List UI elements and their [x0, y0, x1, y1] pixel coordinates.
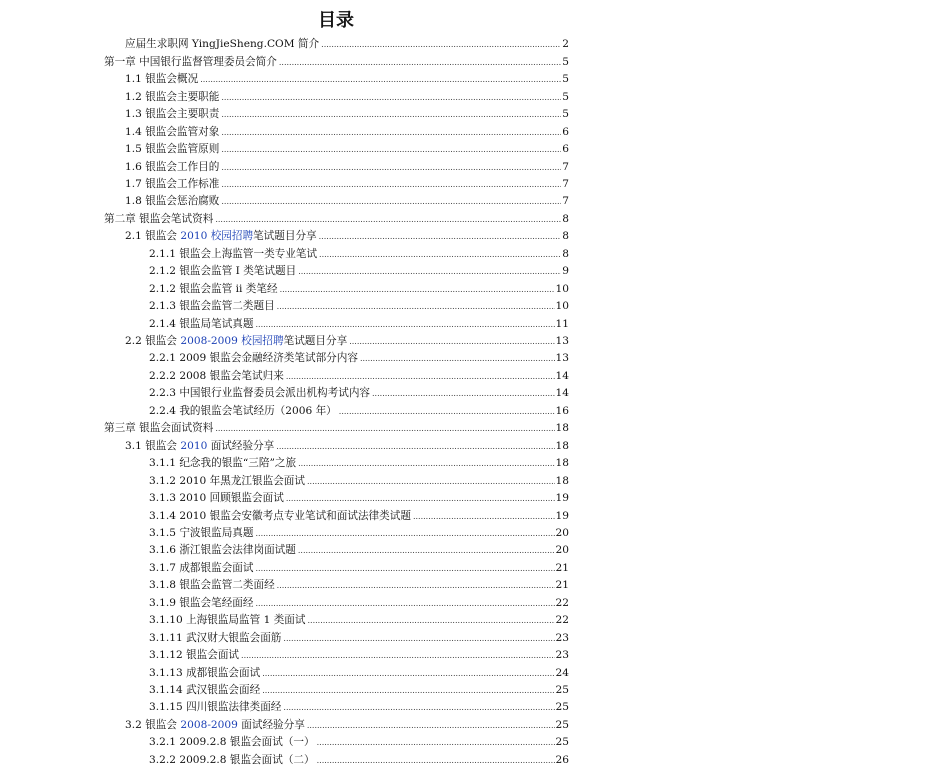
toc-entry-label — [149, 632, 282, 645]
toc-entry[interactable] — [149, 558, 569, 575]
dot-leader — [215, 213, 561, 226]
toc-entry-label — [149, 736, 316, 749]
toc-page-number: 18 — [555, 457, 569, 470]
dot-leader — [255, 318, 554, 331]
toc-entry-label — [149, 544, 297, 557]
toc-entry[interactable] — [149, 680, 569, 697]
toc-entry-label — [149, 265, 297, 278]
toc-page-number: 23 — [555, 631, 569, 644]
dot-leader — [221, 91, 561, 104]
toc-entry-text-suffix: 笔试题目分享 — [283, 335, 348, 348]
toc-entry-text-suffix: 笔试题目分享 — [253, 230, 317, 243]
dot-leader — [349, 335, 554, 348]
toc-entry-text: 3.1.7 成都银监会面试 — [149, 561, 254, 574]
dot-leader — [221, 195, 561, 208]
toc-entry-text: 1.7 银监会工作标准 — [125, 177, 220, 190]
toc-page-number: 2 — [562, 38, 569, 51]
dot-leader — [317, 736, 555, 749]
dot-leader — [279, 56, 561, 69]
toc-entry-label — [125, 178, 220, 191]
toc-entry-text: 2.2.1 2009 银监会金融经济类笔试部分内容 — [149, 352, 358, 365]
toc-page-number: 25 — [555, 718, 569, 731]
toc-entry[interactable] — [149, 662, 569, 679]
toc-entry-label — [125, 719, 306, 732]
toc-entry-text: 3.1.2 2010 年黑龙江银监会面试 — [149, 474, 305, 487]
dot-leader — [200, 73, 561, 86]
toc-entry-label — [125, 143, 220, 156]
toc-page-number: 19 — [555, 509, 569, 522]
toc-entry[interactable] — [149, 348, 569, 365]
toc-page-number: 18 — [555, 474, 569, 487]
toc-entry-highlight: 2010 校园招聘 — [180, 230, 254, 243]
toc-page-number: 8 — [562, 247, 569, 260]
toc-page-number: 9 — [562, 265, 569, 278]
toc-entry[interactable] — [125, 331, 569, 348]
toc-entry-highlight: 2008-2009 校园招聘 — [180, 335, 284, 348]
toc-entry[interactable] — [125, 715, 569, 732]
dot-leader — [277, 579, 555, 592]
toc-entry-label — [125, 440, 275, 453]
toc-entry-label — [104, 213, 214, 226]
toc-entry[interactable] — [149, 540, 569, 557]
dot-leader — [221, 161, 561, 174]
dot-leader — [283, 701, 554, 714]
toc-entry[interactable] — [149, 488, 569, 505]
toc-entry-label — [149, 527, 254, 540]
dot-leader — [319, 248, 561, 261]
dot-leader — [221, 178, 561, 191]
toc-entry[interactable] — [149, 261, 569, 278]
toc-entry-label — [149, 701, 282, 714]
toc-entry-label — [149, 475, 306, 488]
toc-entry-label — [125, 335, 348, 348]
toc-entry-text: 3.1.13 成都银监会面试 — [149, 666, 261, 679]
toc-entry-text: 3.2 银监会 — [125, 718, 181, 731]
toc-page-number: 11 — [555, 317, 569, 330]
dot-leader — [307, 475, 555, 488]
toc-entry[interactable] — [149, 523, 569, 540]
toc-entry[interactable] — [125, 174, 569, 191]
dot-leader — [319, 230, 562, 243]
toc-entry-label — [149, 597, 254, 610]
toc-entry-text: 1.5 银监会监管原则 — [125, 143, 220, 156]
toc-entry-text: 第一章 中国银行监督管理委员会简介 — [104, 55, 277, 68]
dot-leader — [307, 719, 555, 732]
toc-entry-highlight: 2010 — [180, 439, 208, 452]
toc-entry-text: 3.2.2 2009.2.8 银监会面试（二） — [149, 753, 315, 766]
dot-leader — [221, 126, 561, 139]
toc-entry-text: 2.1.2 银监会监管 I 类笔试题目 — [149, 265, 297, 278]
toc-entry[interactable] — [125, 121, 569, 138]
toc-entry-text: 1.3 银监会主要职责 — [125, 108, 220, 121]
toc-entry-label — [149, 754, 316, 767]
toc-entry-label — [149, 667, 261, 680]
dot-leader — [286, 492, 555, 505]
toc-entry-label — [149, 510, 412, 523]
toc-entry[interactable] — [149, 697, 569, 714]
toc-entry[interactable] — [149, 749, 569, 766]
toc-entry-text: 3.1 银监会 — [125, 439, 181, 452]
toc-page-number: 10 — [555, 300, 569, 313]
toc-entry[interactable] — [149, 470, 569, 487]
dot-leader — [321, 38, 561, 51]
toc-page-number: 18 — [555, 439, 569, 452]
toc-entry-label — [125, 38, 320, 51]
toc-entry[interactable] — [125, 86, 569, 103]
toc-page-number: 13 — [555, 352, 569, 365]
dot-leader — [413, 510, 555, 523]
toc-entry-label — [125, 161, 220, 174]
dot-leader — [215, 422, 554, 435]
dot-leader — [255, 597, 554, 610]
toc-page-number: 8 — [562, 230, 569, 243]
toc-entry-label — [125, 91, 220, 104]
toc-entry[interactable] — [149, 278, 569, 295]
toc-entry-text: 2.1 银监会 — [125, 230, 181, 243]
toc-page-number: 10 — [555, 282, 569, 295]
dot-leader — [317, 754, 555, 767]
toc-entry-text: 2.2.2 2008 银监会笔试归来 — [149, 369, 284, 382]
toc-entry-text: 3.1.10 上海银监局监管 1 类面试 — [149, 614, 306, 627]
toc-page-number: 21 — [555, 561, 569, 574]
toc-entry-text: 1.4 银监会监管对象 — [125, 125, 220, 138]
toc-page-number: 24 — [555, 666, 569, 679]
toc-entry[interactable] — [149, 505, 569, 522]
toc-entry-text: 3.1.15 四川银监法律类面经 — [149, 701, 282, 714]
toc-entry[interactable] — [125, 139, 569, 156]
toc-entry-text: 3.1.8 银监会监管二类面经 — [149, 579, 275, 592]
toc-entry-text: 1.2 银监会主要职能 — [125, 90, 220, 103]
toc-entry-label — [104, 56, 278, 69]
toc-entry-label — [149, 352, 359, 365]
toc-page-number: 6 — [562, 125, 569, 138]
dot-leader — [298, 457, 554, 470]
toc-entry-label — [149, 492, 285, 505]
toc-entry-text: 第二章 银监会笔试资料 — [104, 212, 214, 225]
toc-page-number: 22 — [555, 614, 569, 627]
dot-leader — [221, 108, 561, 121]
dot-leader — [262, 667, 554, 680]
toc-entry-text: 3.1.6 浙江银监会法律岗面试题 — [149, 544, 296, 557]
toc-entry-text: 3.1.11 武汉财大银监会面筋 — [149, 631, 282, 644]
toc-entry-text: 2.1.3 银监会监管二类题目 — [149, 300, 275, 313]
dot-leader — [298, 544, 555, 557]
toc-entry-text: 2.2.3 中国银行业监督委员会派出机构考试内容 — [149, 387, 371, 400]
toc-entry-text: 2.1.2 银监会监管 ii 类笔经 — [149, 282, 278, 295]
toc-page-number: 5 — [562, 108, 569, 121]
toc-entry[interactable] — [125, 156, 569, 173]
dot-leader — [221, 143, 561, 156]
toc-entry[interactable] — [149, 313, 569, 330]
toc-entry-text: 3.1.1 纪念我的银监“三陪”之旅 — [149, 457, 297, 470]
toc-page-number: 18 — [555, 422, 569, 435]
toc-page-number: 21 — [555, 579, 569, 592]
toc-entry-label — [125, 126, 220, 139]
toc-entry[interactable] — [149, 453, 569, 470]
toc-entry-label — [149, 318, 254, 331]
toc-entry-text-suffix: 面试经验分享 — [237, 718, 305, 731]
dot-leader — [276, 440, 554, 453]
toc-entry-text: 3.1.14 武汉银监会面经 — [149, 684, 261, 697]
toc-entry-text: 1.6 银监会工作目的 — [125, 160, 220, 173]
dot-leader — [283, 632, 554, 645]
toc-entry-highlight: 2008-2009 — [180, 718, 238, 731]
toc-entry-text-suffix: 面试经验分享 — [207, 439, 275, 452]
toc-entry-text: 3.1.5 宁波银监局真题 — [149, 526, 254, 539]
toc-entry-label — [125, 108, 220, 121]
toc-page-number: 6 — [562, 143, 569, 156]
toc-entry-text: 3.1.4 2010 银监会安徽考点专业笔试和面试法律类试题 — [149, 509, 411, 522]
toc-page-number: 8 — [562, 212, 569, 225]
toc-page-number: 20 — [555, 526, 569, 539]
toc-entry-label — [125, 73, 199, 86]
toc-entry[interactable] — [149, 400, 569, 417]
dot-leader — [241, 649, 554, 662]
toc-entry[interactable] — [149, 592, 569, 609]
toc-entry-text: 3.2.1 2009.2.8 银监会面试（一） — [149, 736, 315, 749]
toc-page-number: 14 — [555, 369, 569, 382]
toc-entry-text: 2.1.1 银监会上海监管一类专业笔试 — [149, 247, 318, 260]
toc-entry[interactable] — [149, 645, 569, 662]
toc-entry[interactable] — [149, 366, 569, 383]
dot-leader — [255, 527, 554, 540]
toc-title: 目录 — [318, 10, 354, 31]
toc-page-number: 16 — [555, 404, 569, 417]
toc-entry[interactable] — [149, 732, 569, 749]
toc-entry-label — [149, 387, 371, 400]
toc-entry[interactable] — [149, 243, 569, 260]
toc-entry[interactable] — [125, 435, 569, 452]
dot-leader — [286, 370, 555, 383]
toc-entry-text: 应届生求职网 YingJieSheng.COM 简介 — [125, 38, 320, 51]
toc-page-number: 22 — [555, 596, 569, 609]
dot-leader — [307, 614, 554, 627]
toc-entry[interactable] — [149, 296, 569, 313]
toc-page-number: 13 — [555, 335, 569, 348]
toc-entry-label — [125, 230, 318, 243]
toc-entry-label — [149, 283, 279, 296]
dot-leader — [280, 283, 555, 296]
toc-page-number: 5 — [562, 55, 569, 68]
toc-entry-text: 2.1.4 银监局笔试真题 — [149, 317, 254, 330]
dot-leader — [262, 684, 554, 697]
dot-leader — [298, 265, 561, 278]
toc-entry-label — [149, 370, 285, 383]
toc-entry[interactable] — [125, 69, 569, 86]
toc-entry-text: 3.1.12 银监会面试 — [149, 649, 240, 662]
dot-leader — [255, 562, 554, 575]
toc-page-number: 5 — [562, 90, 569, 103]
toc-entry-label — [149, 457, 297, 470]
dot-leader — [360, 352, 555, 365]
toc-entry-label — [149, 248, 318, 261]
toc-page-number: 7 — [562, 195, 569, 208]
toc-entry[interactable] — [125, 104, 569, 121]
toc-entry-label — [149, 562, 254, 575]
toc-page-number: 7 — [562, 160, 569, 173]
toc-page-number: 7 — [562, 177, 569, 190]
toc-page-number: 25 — [555, 736, 569, 749]
toc-page-number: 5 — [562, 73, 569, 86]
toc-entry-label — [125, 195, 220, 208]
toc-entry-text: 2.2.4 我的银监会笔试经历（2006 年） — [149, 404, 337, 417]
toc-entry[interactable] — [149, 610, 569, 627]
toc-entry-text: 1.8 银监会惩治腐败 — [125, 195, 220, 208]
toc-entry-text: 2.2 银监会 — [125, 335, 181, 348]
toc-page-number: 26 — [555, 753, 569, 766]
toc-entry[interactable] — [104, 51, 569, 68]
toc-entry-label — [149, 684, 261, 697]
toc-entry-label — [149, 300, 276, 313]
toc-entry[interactable] — [149, 383, 569, 400]
dot-leader — [277, 300, 555, 313]
toc-entry[interactable] — [125, 226, 569, 243]
dot-leader — [339, 405, 555, 418]
toc-entry-text: 3.1.9 银监会笔经面经 — [149, 596, 254, 609]
toc-page-number: 23 — [555, 649, 569, 662]
toc-page-number: 19 — [555, 492, 569, 505]
toc-entry[interactable] — [104, 418, 569, 435]
toc-entry-label — [149, 614, 306, 627]
toc-page-number: 25 — [555, 684, 569, 697]
toc-entry-text: 3.1.3 2010 回顾银监会面试 — [149, 492, 284, 505]
toc-entry[interactable] — [125, 34, 569, 51]
toc-page-number: 25 — [555, 701, 569, 714]
toc-entry-label — [149, 579, 276, 592]
toc-page-number: 20 — [555, 544, 569, 557]
toc-entry-text: 第三章 银监会面试资料 — [104, 422, 214, 435]
toc-entry-label — [149, 405, 338, 418]
toc-entry-label — [104, 422, 214, 435]
toc-entry[interactable] — [149, 575, 569, 592]
toc-entry[interactable] — [104, 209, 569, 226]
toc-entry[interactable] — [125, 191, 569, 208]
toc-entry-label — [149, 649, 240, 662]
dot-leader — [372, 387, 555, 400]
toc-entry[interactable] — [149, 627, 569, 644]
toc-entry-text: 1.1 银监会概况 — [125, 73, 199, 86]
toc-page-number: 14 — [555, 387, 569, 400]
